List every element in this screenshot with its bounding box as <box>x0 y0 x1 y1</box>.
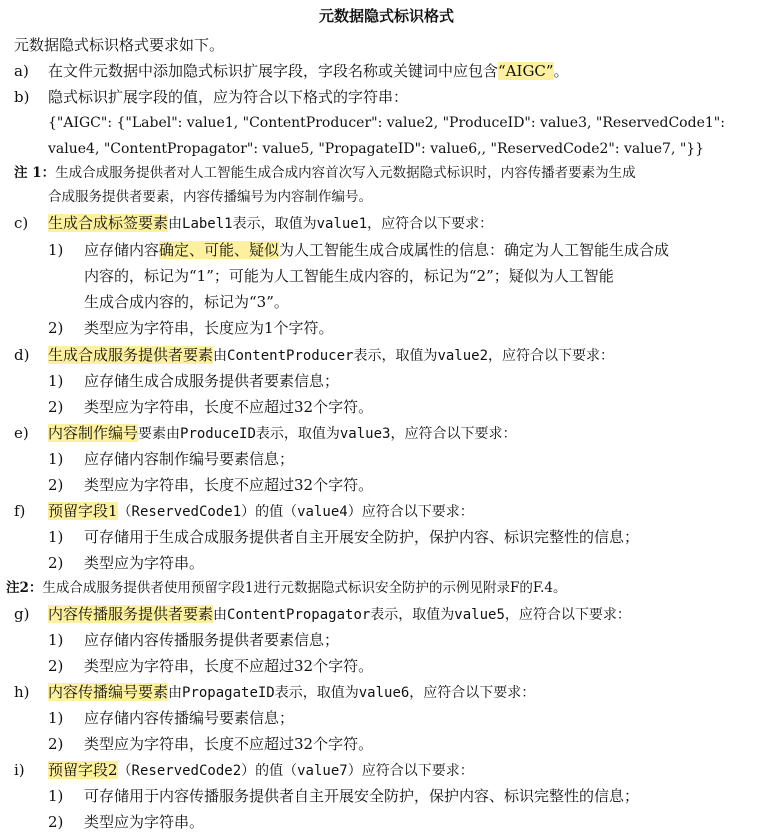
item-f-sub-1-text: 可存储用于生成合成服务提供者自主开展安全防护，保护内容、标识完整性的信息； <box>84 528 640 546</box>
item-a-highlight: “AIGC” <box>498 62 554 80</box>
item-e-sub-1-text: 应存储内容制作编号要素信息； <box>84 450 295 468</box>
item-h-field: 由PropagateID表示，取值为value6，应符合以下要求： <box>168 685 536 701</box>
item-e-sub-2-marker: 2) <box>48 476 64 494</box>
item-i-sub-2-text: 类型应为字符串。 <box>84 813 205 831</box>
note-1 <box>14 163 636 183</box>
note-2-label: 注2： <box>6 580 43 596</box>
item-f-sub-1-marker: 1) <box>48 528 64 546</box>
item-g-sub-1-marker: 1) <box>48 631 64 649</box>
item-g-sub-2-text: 类型应为字符串，长度不应超过32个字符。 <box>84 657 374 675</box>
note-1-label: 注 1： <box>14 165 56 181</box>
item-h-sub-2-text: 类型应为字符串，长度不应超过32个字符。 <box>84 735 374 753</box>
item-d-marker: d) <box>14 346 30 364</box>
item-i-field: （ReservedCode2）的值（value7）应符合以下要求： <box>117 763 474 779</box>
item-d-field: 由ContentProducer表示，取值为value2，应符合以下要求： <box>213 348 615 364</box>
item-e-sub-2-text: 类型应为字符串，长度不应超过32个字符。 <box>84 476 374 494</box>
item-c-sub-1-text: 应存储内容 <box>84 241 160 259</box>
item-b-text: 隐式标识扩展字段的值，应为符合以下格式的字符串： <box>48 88 409 106</box>
item-b-marker: b) <box>14 88 30 106</box>
item-h-sub-2-marker: 2) <box>48 735 64 753</box>
item-c-sub-2-text: 类型应为字符串，长度应为1个字符。 <box>84 319 334 337</box>
item-g-sub-1-text: 应存储内容传播服务提供者要素信息； <box>84 631 340 649</box>
page-title: 元数据隐式标识格式 <box>318 7 454 25</box>
item-d-sub-1-text: 应存储生成合成服务提供者要素信息； <box>84 372 340 390</box>
item-d-sub-2-text: 类型应为字符串，长度不应超过32个字符。 <box>84 398 374 416</box>
item-a-text-end: 。 <box>553 62 569 80</box>
item-i-sub-2-marker: 2) <box>48 813 64 831</box>
item-i-sub-1-marker: 1) <box>48 787 64 805</box>
item-c-sub-1-line-3: 生成合成内容的，标记为“3”。 <box>84 293 289 311</box>
json-format-line-1: {"AIGC": {"Label": value1, "ContentProducer": value2, "ProduceID": value3, "ReservedCode1": <box>48 115 725 131</box>
item-c-sub-1-marker: 1) <box>48 241 64 259</box>
item-e-field: 要素由ProduceID表示，取值为value3，应符合以下要求： <box>138 426 517 442</box>
item-h-sub-1-text: 应存储内容传播编号要素信息； <box>84 709 295 727</box>
item-a-marker: a) <box>14 62 29 80</box>
item-d-highlight: 生成合成服务提供者要素 <box>48 346 214 364</box>
item-h-highlight: 内容传播编号要素 <box>48 683 169 701</box>
item-d-sub-2-marker: 2) <box>48 398 64 416</box>
item-c-highlight: 生成合成标签要素 <box>48 214 169 232</box>
item-g-field: 由ContentPropagator表示，取值为value5，应符合以下要求： <box>213 607 631 623</box>
item-c-sub-1-line-2: 内容的，标记为“1”；可能为人工智能生成内容的，标记为“2”；疑似为人工智能 <box>84 267 614 285</box>
item-e-marker: e) <box>14 424 29 442</box>
item-c-field: 由Label1表示，取值为value1，应符合以下要求： <box>168 216 494 232</box>
note-1-cont <box>48 187 372 207</box>
item-c-sub-1-highlight: 确定、可能、疑似 <box>159 241 280 259</box>
item-c-marker: c) <box>14 214 29 232</box>
note-1-line-1: 生成合成服务提供者对人工智能生成合成内容首次写入元数据隐式标识时，内容传播者要素为生成 <box>55 165 636 181</box>
item-f-marker: f) <box>14 502 26 520</box>
note-2-text: 生成合成服务提供者使用预留字段1进行元数据隐式标识安全防护的示例见附录F的F.4。 <box>42 580 567 596</box>
item-c-sub-1-text-end: 为人工智能生成合成属性的信息：确定为人工智能生成合成 <box>279 241 670 259</box>
item-f-sub-2-marker: 2) <box>48 554 64 572</box>
item-e-sub-1-marker: 1) <box>48 450 64 468</box>
note-2 <box>6 578 567 598</box>
item-f-sub-2-text: 类型应为字符串。 <box>84 554 205 572</box>
intro-text: 元数据隐式标识格式要求如下。 <box>14 36 225 54</box>
item-g-marker: g) <box>14 605 30 623</box>
item-i-marker: i) <box>14 761 25 779</box>
item-f-field: （ReservedCode1）的值（value4）应符合以下要求： <box>117 504 474 520</box>
item-a-text: 在文件元数据中添加隐式标识扩展字段，字段名称或关键词中应包含 <box>48 62 499 80</box>
item-i-sub-1-text: 可存储用于内容传播服务提供者自主开展安全防护，保护内容、标识完整性的信息； <box>84 787 640 805</box>
note-1-line-2: 合成服务提供者要素，内容传播编号为内容制作编号。 <box>48 189 372 205</box>
item-g-highlight: 内容传播服务提供者要素 <box>48 605 214 623</box>
item-g-sub-2-marker: 2) <box>48 657 64 675</box>
item-d-sub-1-marker: 1) <box>48 372 64 390</box>
item-h-sub-1-marker: 1) <box>48 709 64 727</box>
item-i-highlight: 预留字段2 <box>48 761 118 779</box>
json-format-line-2: value4, "ContentPropagator": value5, "PropagateID": value6,, "ReservedCode2": value7, "}} <box>48 141 705 157</box>
item-c-sub-2-marker: 2) <box>48 319 64 337</box>
item-f-highlight: 预留字段1 <box>48 502 118 520</box>
item-e-highlight: 内容制作编号 <box>48 424 139 442</box>
item-h-marker: h) <box>14 683 30 701</box>
